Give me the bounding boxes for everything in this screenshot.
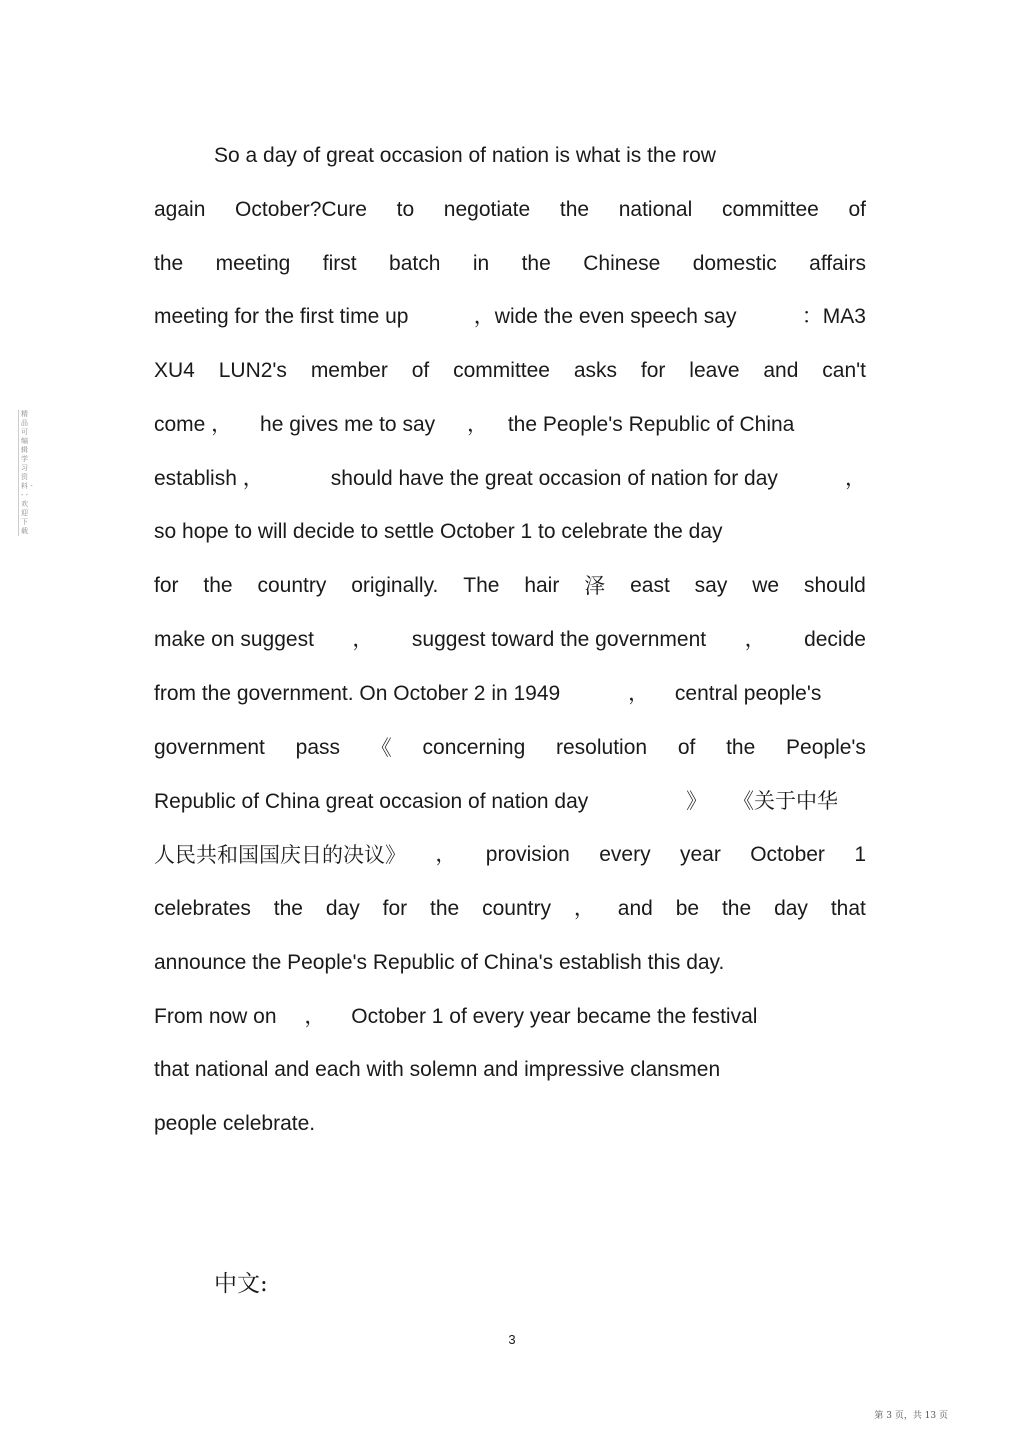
word: for [382, 897, 408, 920]
phrase: ， [304, 1005, 326, 1028]
word: the [273, 897, 303, 920]
word: to [396, 198, 415, 221]
word: that [830, 897, 866, 920]
text-line-10 [154, 622, 866, 658]
line-1-text: So a day of great occasion of nation is what is the row [214, 144, 716, 167]
text-line-12 [154, 730, 866, 766]
footer-page-indicator: 第 3 页，共 13 页 [874, 1411, 948, 1421]
word: October?Cure [235, 198, 367, 221]
word: domestic [692, 252, 777, 275]
word: LUN2's [218, 359, 287, 382]
word: the [521, 252, 551, 275]
word: negotiate [443, 198, 531, 221]
phrase: ， [352, 628, 374, 651]
text-line-17 [154, 999, 866, 1035]
word: of [677, 736, 696, 759]
word: concerning [422, 736, 526, 759]
word: ， [435, 843, 457, 866]
phrase: ， [844, 467, 866, 490]
line-text: people celebrate. [154, 1112, 316, 1135]
text-line-11 [154, 676, 866, 712]
word: in [472, 252, 490, 275]
phrase: should have the great occasion of nation for day [330, 467, 778, 490]
phrase: meeting for the first time up [154, 305, 409, 328]
word: the [203, 574, 233, 597]
line-text: so hope to will decide to settle October 1 to celebrate the day [154, 520, 723, 543]
phrase: central people's [674, 682, 822, 705]
word: celebrates [154, 897, 251, 920]
word: say [694, 574, 728, 597]
line-text: that national and each with solemn and impressive clansmen [154, 1058, 721, 1081]
text-line-5 [154, 353, 866, 389]
word: 《 [370, 736, 392, 760]
phrase: Republic of China great occasion of nation day [154, 790, 589, 813]
word: pass [295, 736, 341, 759]
side-watermark-note: 精品可编辑学习资料 - - - 欢迎下载 [18, 410, 33, 536]
text-line-8 [154, 514, 866, 550]
word: the [559, 198, 590, 221]
word: affairs [809, 252, 866, 275]
word: year [679, 843, 721, 866]
section-heading: 中文: [214, 1271, 268, 1297]
word: the [726, 736, 756, 759]
phrase: decide [804, 628, 866, 651]
text-line-3 [154, 246, 866, 282]
phrase: ：MA3 [801, 305, 866, 328]
word: for [154, 574, 179, 597]
word: we [752, 574, 780, 597]
text-line-18 [154, 1052, 866, 1088]
phrase: October 1 of every year became the festival [351, 1005, 758, 1028]
word: the [154, 252, 184, 275]
word: every [599, 843, 651, 866]
word: provision [485, 843, 570, 866]
text-line-16 [154, 945, 866, 981]
text-line-1 [214, 138, 866, 174]
page-number: 3 [508, 1332, 516, 1347]
word: People's [786, 736, 866, 759]
word: 人民共和国国庆日的决议》 [154, 843, 406, 867]
phrase: ， [466, 413, 488, 436]
word: leave [689, 359, 740, 382]
phrase: establish ， [154, 467, 264, 490]
word: of [848, 198, 866, 221]
word: country [257, 574, 327, 597]
phrase: ， [744, 628, 766, 651]
word: batch [389, 252, 441, 275]
word: 1 [854, 843, 866, 866]
word: meeting [215, 252, 291, 275]
phrase: ， [628, 682, 650, 705]
word: national [618, 198, 693, 221]
phrase: 《关于中华 [732, 789, 838, 813]
word: ， [573, 897, 595, 920]
text-line-6 [154, 407, 866, 443]
word: first [322, 252, 357, 275]
word: the [430, 897, 460, 920]
text-line-19 [154, 1106, 866, 1142]
word: government [154, 736, 265, 759]
word: hair [524, 574, 560, 597]
phrase: the People's Republic of China [507, 413, 795, 436]
line-text: announce the People's Republic of China's establish this day. [154, 951, 725, 974]
word: XU4 [154, 359, 195, 382]
word: and [763, 359, 799, 382]
word: resolution [556, 736, 648, 759]
text-line-14 [154, 837, 866, 873]
word: country [482, 897, 551, 920]
word: 泽 [584, 574, 606, 598]
text-line-13 [154, 783, 866, 819]
phrase: come ， [154, 413, 233, 436]
word: Chinese [583, 252, 661, 275]
phrase: make on suggest [154, 628, 314, 651]
phrase: he gives me to say [260, 413, 436, 436]
phrase: From now on [154, 1005, 277, 1028]
phrase: suggest toward the government [411, 628, 707, 651]
phrase: ，wide the even speech say [473, 305, 737, 328]
word: can't [822, 359, 866, 382]
word: for [640, 359, 666, 382]
word: member [310, 359, 388, 382]
word: day [325, 897, 360, 920]
word: and [617, 897, 653, 920]
text-line-15 [154, 891, 866, 927]
word: committee [453, 359, 550, 382]
word: again [154, 198, 206, 221]
word: the [721, 897, 752, 920]
text-line-9 [154, 568, 866, 604]
word: day [774, 897, 808, 920]
phrase: 》 [686, 789, 708, 813]
word: originally. [351, 574, 439, 597]
word: committee [721, 198, 819, 221]
word: The [463, 574, 500, 597]
word: asks [573, 359, 618, 382]
text-line-4 [154, 299, 866, 335]
word: should [803, 574, 866, 597]
word: east [630, 574, 670, 597]
phrase: from the government. On October 2 in 1949 [154, 682, 561, 705]
text-line-2 [154, 192, 866, 228]
word: be [675, 897, 700, 920]
text-line-7 [154, 461, 866, 497]
word: of [411, 359, 430, 382]
word: October [750, 843, 825, 866]
